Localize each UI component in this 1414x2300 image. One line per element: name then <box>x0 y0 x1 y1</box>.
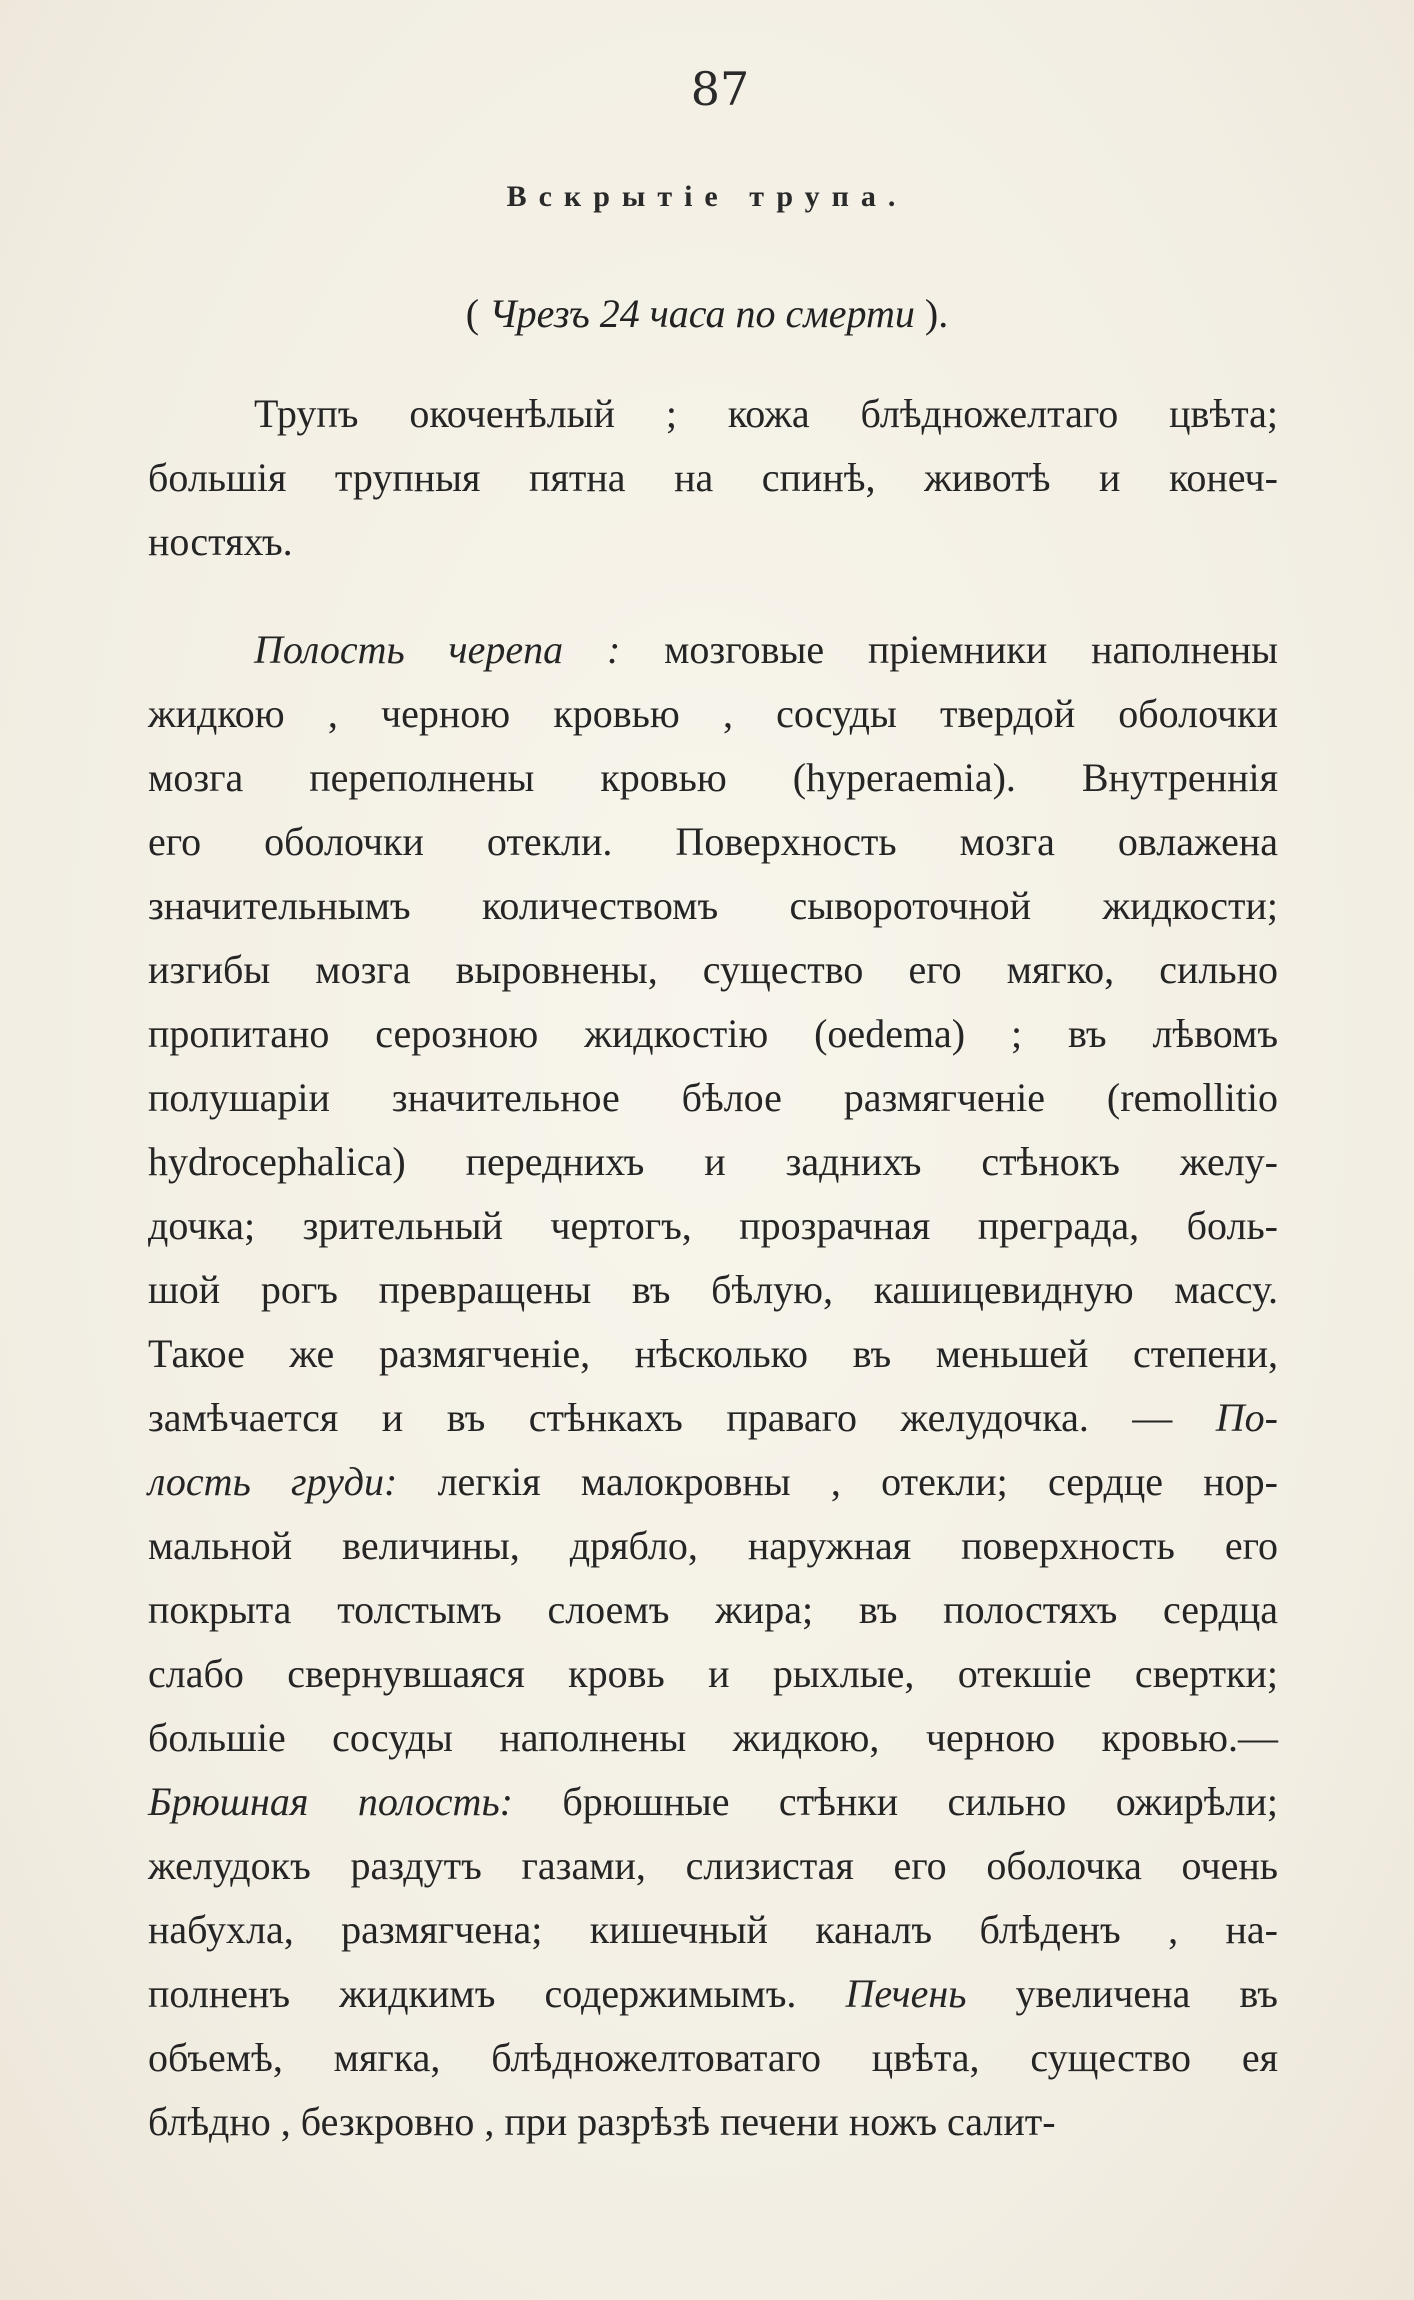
text-line <box>148 1194 1278 1258</box>
subtitle-text: Чрезъ 24 часа по смерти <box>489 291 915 336</box>
text-segment: жидкою , черною кровью , сосуды твердой оболочки <box>148 691 1278 736</box>
text-segment: слабо свернувшаяся кровь и рыхлые, отекшіе свертки; <box>148 1651 1278 1696</box>
italic-heading-text: Брюшная полость: <box>148 1779 513 1824</box>
text-line <box>148 1578 1278 1642</box>
text-segment: замѣчается и въ стѣнкахъ праваго желудочка. — <box>148 1395 1216 1440</box>
text-line <box>148 446 1278 510</box>
paragraph <box>148 382 1278 574</box>
italic-heading-text: Печень <box>845 1971 967 2016</box>
subtitle-open-paren: ( <box>465 291 480 336</box>
text-line <box>148 1066 1278 1130</box>
paragraph-gap <box>148 574 1278 618</box>
text-line <box>148 2090 1278 2154</box>
text-segment: полненъ жидкимъ содержимымъ. <box>148 1971 846 2016</box>
text-segment: большіе сосуды наполнены жидкою, черною кровью.— <box>148 1715 1278 1760</box>
page-number: 87 <box>690 62 750 116</box>
text-segment: hydrocephalica) переднихъ и заднихъ стѣнокъ желу- <box>148 1139 1278 1184</box>
text-line <box>148 1898 1278 1962</box>
text-segment: Такое же размягченіе, нѣсколько въ меньшей степени, <box>148 1331 1278 1376</box>
text-segment: большія трупныя пятна на спинѣ, животѣ и конеч- <box>148 455 1278 500</box>
text-line <box>148 2026 1278 2090</box>
text-line <box>148 746 1278 810</box>
text-segment: дочка; зрительный чертогъ, прозрачная преграда, боль- <box>148 1203 1278 1248</box>
text-segment: пропитано серозною жидкостію (oedema) ; въ лѣвомъ <box>148 1011 1278 1056</box>
text-segment: полушаріи значительное бѣлое размягченіе (remollitio <box>148 1075 1278 1120</box>
text-segment: мозга переполнены кровью (hyperaemia). Внутреннія <box>148 755 1278 800</box>
text-segment: покрыта толстымъ слоемъ жира; въ полостяхъ сердца <box>148 1587 1278 1632</box>
subtitle-close-paren: ). <box>924 291 949 336</box>
text-line <box>148 938 1278 1002</box>
text-line <box>148 1002 1278 1066</box>
text-line <box>148 1130 1278 1194</box>
text-segment: изгибы мозга выровнены, существо его мягко, сильно <box>148 947 1278 992</box>
text-line <box>148 510 1278 574</box>
text-line <box>148 810 1278 874</box>
text-line <box>148 1834 1278 1898</box>
text-line <box>148 874 1278 938</box>
italic-heading-text: По- <box>1215 1395 1278 1440</box>
text-line <box>148 382 1278 446</box>
text-segment: ностяхъ. <box>148 519 293 564</box>
text-segment: Трупъ окоченѣлый ; кожа блѣдножелтаго цвѣта; <box>254 391 1278 436</box>
text-line <box>148 1642 1278 1706</box>
text-segment: его оболочки отекли. Поверхность мозга овлажена <box>148 819 1278 864</box>
text-segment: легкія малокровны , отекли; сердце нор- <box>397 1459 1278 1504</box>
text-segment: шой рогъ превращены въ бѣлую, кашицевидную массу. <box>148 1267 1278 1312</box>
text-segment: значительнымъ количествомъ сывороточной жидкости; <box>148 883 1278 928</box>
text-line <box>148 1258 1278 1322</box>
text-line <box>148 1386 1278 1450</box>
text-line <box>148 1706 1278 1770</box>
text-line <box>148 1450 1278 1514</box>
italic-heading-text: Полость черепа : <box>254 627 621 672</box>
text-segment: брюшные стѣнки сильно ожирѣли; <box>512 1779 1278 1824</box>
text-line <box>148 618 1278 682</box>
text-line <box>148 1770 1278 1834</box>
text-line <box>148 1514 1278 1578</box>
text-segment: набухла, размягчена; кишечный каналъ блѣденъ , на- <box>148 1907 1278 1952</box>
italic-heading-text: лость груди: <box>148 1459 398 1504</box>
paragraph <box>148 618 1278 2154</box>
text-line <box>148 682 1278 746</box>
text-segment: желудокъ раздутъ газами, слизистая его оболочка очень <box>148 1843 1278 1888</box>
body-text <box>148 382 1278 2154</box>
text-segment: мальной величины, дрябло, наружная поверхность его <box>148 1523 1278 1568</box>
subtitle <box>0 290 1414 337</box>
text-segment: объемѣ, мягка, блѣдножелтоватаго цвѣта, существо ея <box>148 2035 1278 2080</box>
text-line <box>148 1962 1278 2026</box>
section-title: Вскрытіе трупа. <box>506 180 908 213</box>
text-segment: увеличена въ <box>966 1971 1278 2016</box>
text-line <box>148 1322 1278 1386</box>
text-segment: мозговые пріемники наполнены <box>620 627 1278 672</box>
text-segment: блѣдно , безкровно , при разрѣзѣ печени ножъ салит- <box>148 2099 1056 2144</box>
